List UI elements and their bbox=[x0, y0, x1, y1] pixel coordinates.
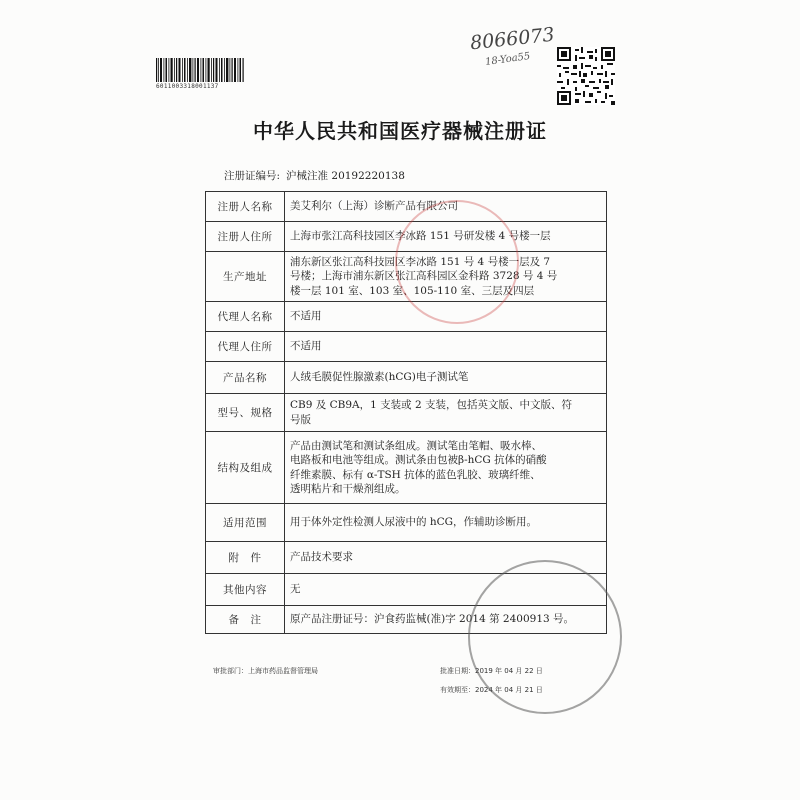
value-line: 不适用 bbox=[290, 310, 322, 323]
value-line: 产品技术要求 bbox=[290, 551, 353, 564]
value-line: 号楼；上海市浦东新区张江高科园区金科路 3728 号 4 号 bbox=[290, 270, 558, 283]
row-key: 其他内容 bbox=[206, 574, 285, 606]
table-row bbox=[206, 302, 607, 332]
row-key: 注册人名称 bbox=[206, 192, 285, 222]
row-value bbox=[285, 332, 607, 362]
table-row bbox=[206, 394, 607, 432]
value-line: 美艾利尔（上海）诊断产品有限公司 bbox=[290, 200, 458, 213]
value-line: 无 bbox=[290, 583, 301, 596]
value-line: 电路板和电池等组成。测试条由包被β-hCG 抗体的硝酸 bbox=[290, 454, 547, 466]
value-line: 人绒毛膜促性腺激素(hCG)电子测试笔 bbox=[290, 371, 469, 384]
value-line: 上海市张江高科技园区李冰路 151 号研发楼 4 号楼一层 bbox=[290, 230, 551, 243]
official-seal-icon bbox=[468, 560, 622, 714]
value-line: 纤维素膜、标有 α-TSH 抗体的蓝色乳胶、玻璃纤维、 bbox=[290, 468, 541, 481]
registration-number-value: 沪械注准 20192220138 bbox=[286, 170, 405, 182]
value-line: 楼一层 101 室、103 室、105-110 室、三层及四层 bbox=[290, 284, 535, 297]
table-row bbox=[206, 332, 607, 362]
value-line: 原产品注册证号：沪食药监械(准)字 2014 第 2400913 号。 bbox=[290, 613, 575, 626]
row-key: 适用范围 bbox=[206, 504, 285, 542]
registration-number bbox=[224, 168, 405, 183]
page-title: 中华人民共和国医疗器械注册证 bbox=[253, 119, 547, 143]
value-line: 号版 bbox=[290, 413, 311, 426]
row-key: 代理人名称 bbox=[206, 302, 285, 332]
table-row bbox=[206, 432, 607, 504]
barcode-number: 6011003318001137 bbox=[156, 83, 219, 90]
valid-until: 有效期至：2024 年 04 月 21 日 bbox=[440, 686, 543, 694]
row-key: 代理人住所 bbox=[206, 332, 285, 362]
value-line: 透明粘片和干燥剂组成。 bbox=[290, 483, 406, 495]
barcode-icon bbox=[156, 58, 244, 82]
row-key: 结构及组成 bbox=[206, 432, 285, 504]
row-key: 产品名称 bbox=[206, 362, 285, 394]
handwritten-number: 8066073 bbox=[469, 23, 556, 55]
approval-date: 批准日期：2019 年 04 月 22 日 bbox=[440, 667, 543, 675]
value-line: 用于体外定性检测人尿液中的 hCG，作辅助诊断用。 bbox=[290, 516, 538, 529]
value-line: 浦东新区张江高科技园区李冰路 151 号 4 号楼一层及 7 bbox=[290, 255, 551, 268]
row-key: 型号、规格 bbox=[206, 394, 285, 432]
handwritten-note: 18-Yoa55 bbox=[484, 50, 531, 69]
row-value bbox=[285, 432, 607, 504]
row-key: 附 件 bbox=[206, 542, 285, 574]
table-row bbox=[206, 192, 607, 222]
row-value bbox=[285, 394, 607, 432]
qr-code-icon bbox=[557, 47, 615, 105]
table-row bbox=[206, 504, 607, 542]
value-line: 不适用 bbox=[290, 340, 322, 353]
approver: 审批部门：上海市药品监督管理局 bbox=[213, 667, 318, 675]
row-value bbox=[285, 504, 607, 542]
value-line: 产品由测试笔和测试条组成。测试笔由笔帽、吸水棒、 bbox=[290, 439, 542, 452]
value-line: CB9 及 CB9A，1 支装或 2 支装，包括英文版、中文版、符 bbox=[290, 399, 572, 411]
row-key: 生产地址 bbox=[206, 252, 285, 302]
row-key: 备 注 bbox=[206, 606, 285, 634]
company-seal-icon bbox=[395, 200, 519, 324]
table-row bbox=[206, 362, 607, 394]
registration-number-label: 注册证编号: bbox=[224, 170, 281, 182]
row-key: 注册人住所 bbox=[206, 222, 285, 252]
row-value bbox=[285, 362, 607, 394]
